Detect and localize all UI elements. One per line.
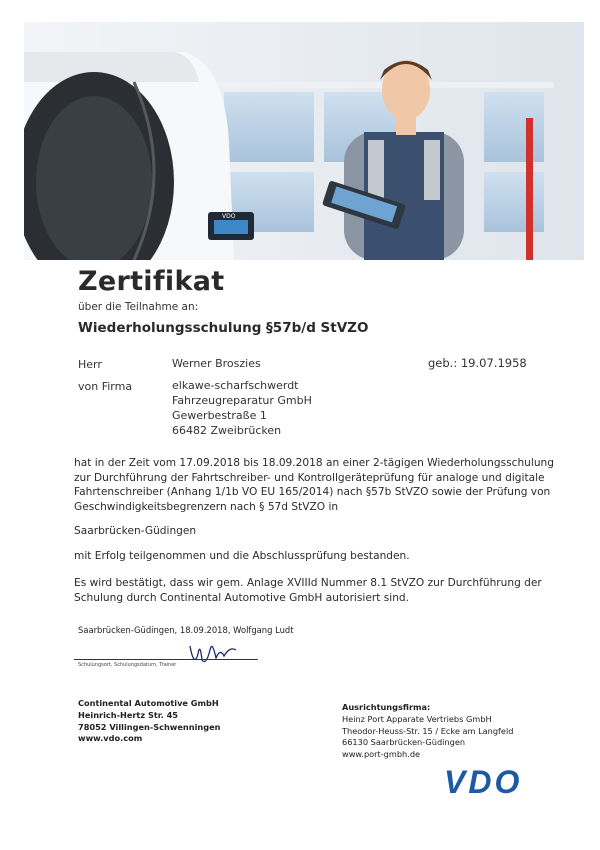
body-paragraph-2: mit Erfolg teilgenommen und die Abschlussprüfung bestanden. xyxy=(74,550,410,562)
issuer-line: Continental Automotive GmbH xyxy=(78,698,219,708)
issuer-address xyxy=(78,698,220,745)
birth-date: geb.: 19.07.1958 xyxy=(428,356,527,370)
company-line: Gewerbestraße 1 xyxy=(172,409,267,422)
issuer-line: www.vdo.com xyxy=(78,733,143,744)
organizer-heading: Ausrichtungsfirma: xyxy=(342,702,431,712)
issuer-line: Heinrich-Hertz Str. 45 xyxy=(78,709,178,720)
company-line: 66482 Zweibrücken xyxy=(172,424,282,437)
vdo-logo xyxy=(444,766,556,798)
company-label: von Firma xyxy=(78,380,133,393)
company-line: elkawe-scharfschwerdt xyxy=(172,379,299,392)
vdo-logo-text: VDO xyxy=(444,766,523,798)
subtitle: über die Teilnahme an: xyxy=(78,301,199,313)
header-photo xyxy=(24,22,584,260)
signature-rule xyxy=(74,659,258,660)
body-paragraph-3: Es wird bestätigt, dass wir gem. Anlage XVIIId Nummer 8.1 StVZO zur Durchführung der Schulung durch Continental Automotive GmbH autorisiert sind. xyxy=(74,577,542,604)
signature-caption: Schulungsort, Schulungsdatum, Trainer xyxy=(78,662,177,668)
organizer-line: Heinz Port Apparate Vertriebs GmbH xyxy=(342,713,492,724)
organizer-line: Theodor-Heuss-Str. 15 / Ecke am Langfeld xyxy=(342,725,514,736)
salutation-label: Herr xyxy=(78,358,102,371)
device-brand: VDO xyxy=(222,213,236,220)
issuer-line: 78052 Villingen-Schwenningen xyxy=(78,721,221,732)
body-paragraph-1: hat in der Zeit vom 17.09.2018 bis 18.09.2018 an einer 2-tägigen Wiederholungsschulung zur Durchführung der Fahrtschreiber- und Kontrollgeräteprüfung für analoge und digitale Fahrtenschreiber (Anhang 1/1b VO EU 165/2014) nach §57b StVZO sowie der Prüfung von Geschwindigkeitsbegrenzern nach § 57d StVZO in xyxy=(74,457,554,513)
company-address xyxy=(172,378,312,438)
course-name: Wiederholungsschulung §57b/d StVZO xyxy=(78,320,369,336)
participant-name: Werner Broszies xyxy=(172,357,261,370)
certificate-title: Zertifikat xyxy=(78,266,225,297)
handwritten-signature xyxy=(186,636,246,670)
company-line: Fahrzeugreparatur GmbH xyxy=(172,394,312,407)
organizer-address xyxy=(342,702,513,761)
training-location: Saarbrücken-Güdingen xyxy=(74,525,197,537)
organizer-line: www.port-gmbh.de xyxy=(342,749,421,760)
organizer-line: 66130 Saarbrücken-Güdingen xyxy=(342,737,466,748)
signature-line-text: Saarbrücken-Güdingen, 18.09.2018, Wolfgang Ludt xyxy=(78,625,294,635)
